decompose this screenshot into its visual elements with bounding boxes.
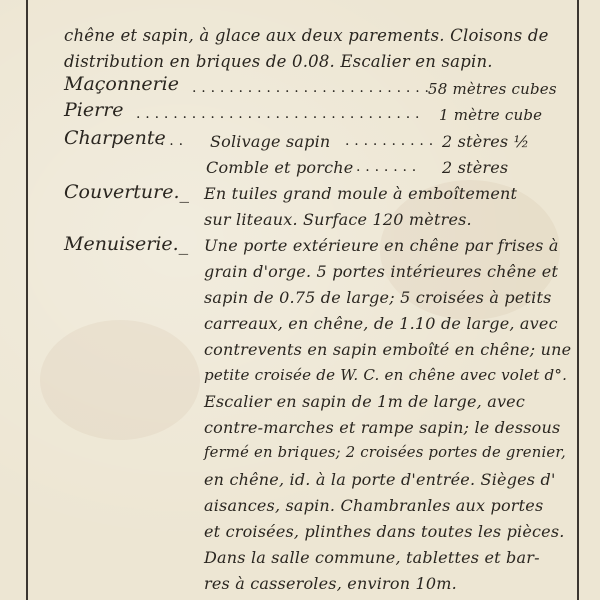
couverture-line-2: sur liteaux. Surface 120 mètres. [204, 210, 472, 229]
charpente-comble-text: Comble et porche [206, 158, 354, 177]
intro-line-1: chêne et sapin, à glace aux deux parements. Cloisons de [64, 26, 549, 45]
menuiserie-line: sapin de 0.75 de large; 5 croisées à petits [204, 288, 552, 307]
leader-dots: . . . . . . . . . . [345, 133, 434, 149]
entry-label-maconnerie: Maçonnerie [64, 73, 179, 95]
menuiserie-line: grain d'orge. 5 portes intérieures chêne et [204, 262, 559, 281]
entry-value-pierre: 1 mètre cube [439, 106, 543, 124]
leader-dots: . . . [160, 133, 184, 149]
menuiserie-line: fermé en briques; 2 croisées portes de grenier, [204, 444, 566, 461]
menuiserie-line: et croisées, plinthes dans toutes les pièces. [204, 522, 565, 541]
menuiserie-line: carreaux, en chêne, de 1.10 de large, avec [204, 314, 558, 333]
entry-label-pierre: Pierre [64, 99, 124, 121]
paper-stain [40, 320, 200, 440]
leader-dots: . . . . . . . [356, 159, 417, 175]
margin-rule-right [577, 0, 579, 600]
menuiserie-line: res à casseroles, environ 10m. [204, 574, 457, 593]
charpente-solivage-value: 2 stères ½ [442, 132, 530, 151]
menuiserie-line: petite croisée de W. C. en chêne avec volet d°. [204, 366, 568, 384]
intro-line-2: distribution en briques de 0.08. Escalier en sapin. [64, 52, 493, 71]
menuiserie-line: en chêne, id. à la porte d'entrée. Sièges d' [204, 470, 556, 489]
menuiserie-line: contrevents en sapin emboîté en chêne; une [204, 340, 572, 359]
entry-label-couverture: Couverture._ [64, 181, 190, 203]
entry-label-menuiserie: Menuiserie._ [64, 233, 189, 255]
charpente-comble-value: 2 stères [442, 158, 509, 177]
menuiserie-line: contre-marches et rampe sapin; le dessous [204, 418, 561, 437]
menuiserie-line: Une porte extérieure en chêne par frises à [204, 236, 559, 255]
leader-dots: . . . . . . . . . . . . . . . . . . . . . . . . . . . . . . . [136, 106, 420, 122]
entry-label-charpente: Charpente [64, 127, 166, 149]
margin-rule-left [26, 0, 28, 600]
menuiserie-line: Dans la salle commune, tablettes et bar- [204, 548, 540, 567]
entry-value-maconnerie: 58 mètres cubes [428, 80, 557, 98]
menuiserie-line: Escalier en sapin de 1m de large, avec [204, 392, 526, 411]
leader-dots: . . . . . . . . . . . . . . . . . . . . . . . . . . [192, 80, 430, 96]
charpente-solivage-text: Solivage sapin [210, 132, 331, 151]
menuiserie-line: aisances, sapin. Chambranles aux portes [204, 496, 544, 515]
couverture-line-1: En tuiles grand moule à emboîtement [204, 184, 518, 203]
